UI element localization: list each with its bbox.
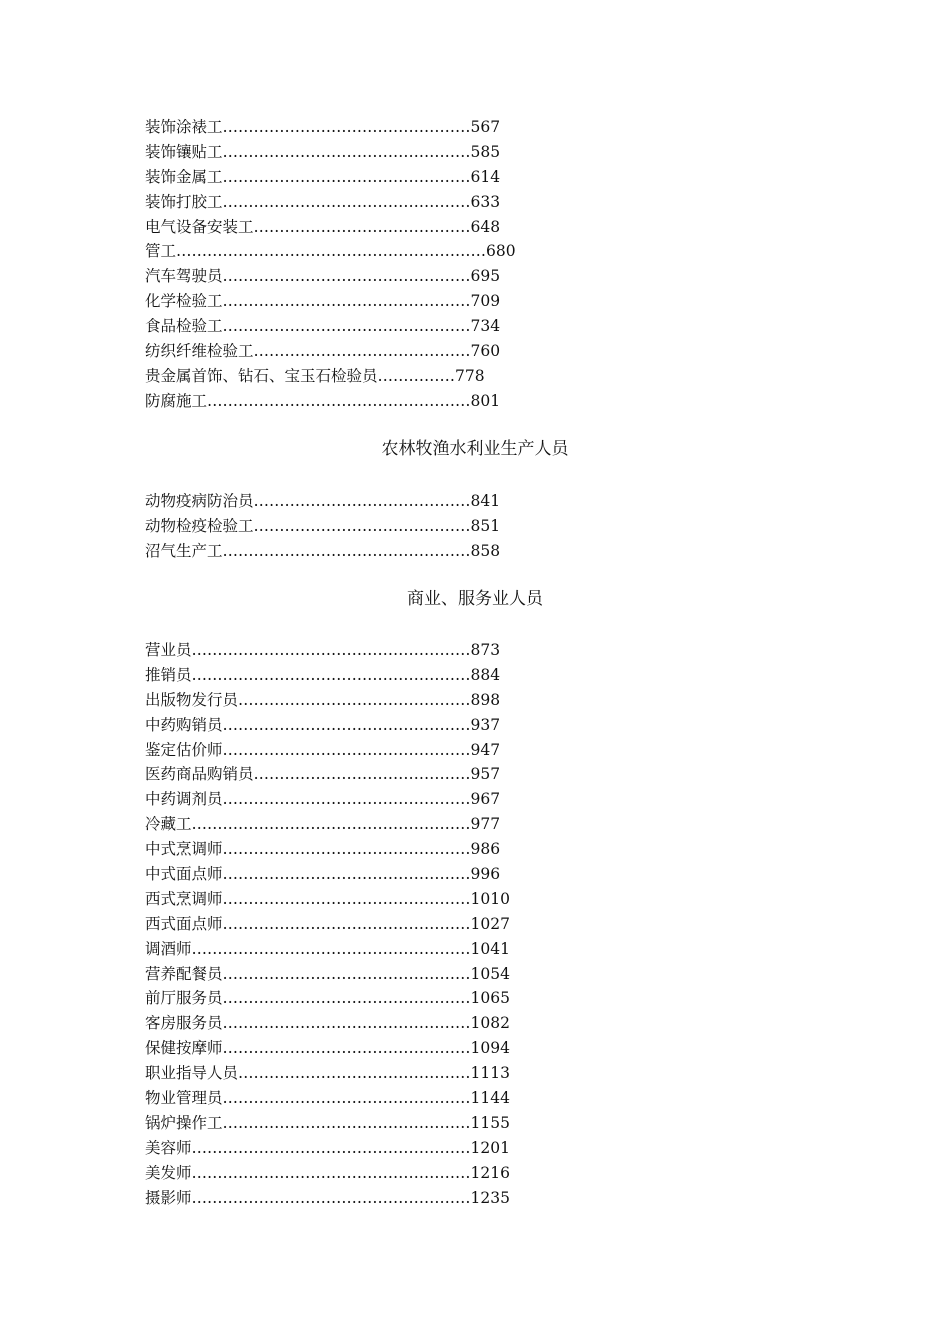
toc-entry[interactable]	[145, 1036, 510, 1061]
toc-entry[interactable]	[145, 314, 516, 339]
page-number: 851	[470, 516, 501, 535]
entry-title: 营养配餐员	[145, 964, 223, 983]
leader-dots: …………………………………………	[222, 118, 471, 136]
entry-title: 装饰涂裱工	[145, 118, 223, 136]
leader-dots: …………………………………………	[222, 292, 471, 311]
leader-dots: …………………………………………	[222, 889, 471, 908]
toc-entry[interactable]	[145, 140, 516, 165]
entry-title: 调酒师	[145, 939, 192, 958]
toc-entry[interactable]	[145, 912, 510, 937]
leader-dots: …………………………………………	[222, 1089, 471, 1108]
toc-entry[interactable]	[145, 1136, 510, 1161]
leader-dots: …………………………………………	[222, 740, 471, 759]
page-number: 996	[470, 865, 501, 884]
page-number: 1065	[470, 989, 510, 1008]
page-number: 841	[470, 492, 501, 510]
entry-title: 装饰镶贴工	[145, 142, 223, 161]
entry-title: 装饰打胶工	[145, 192, 223, 211]
leader-dots: …………………………………………	[222, 1113, 471, 1132]
page-number: 1144	[470, 1089, 510, 1108]
toc-entry[interactable]	[145, 986, 510, 1011]
section-heading-agriculture: 农林牧渔水利业生产人员	[381, 439, 569, 459]
leader-dots: …………………………………………	[222, 192, 471, 211]
page-number: 1201	[470, 1138, 510, 1157]
page-number: 695	[470, 267, 501, 286]
toc-entry[interactable]	[145, 937, 510, 962]
page-number: 898	[470, 690, 501, 709]
toc-entry[interactable]	[145, 339, 516, 364]
leader-dots: ………………………………………………	[191, 1138, 471, 1157]
page-number: 986	[470, 840, 501, 859]
entry-title: 电气设备安装工	[145, 217, 254, 236]
toc-entry[interactable]	[145, 638, 510, 663]
leader-dots: ……………………………………	[253, 492, 471, 510]
entry-title: 中式面点师	[145, 865, 223, 884]
page-number: 709	[470, 292, 501, 311]
toc-entry[interactable]	[145, 837, 510, 862]
page-number: 585	[470, 142, 501, 161]
leader-dots: …………………………………………	[222, 715, 471, 734]
page-number: 1082	[470, 1014, 510, 1033]
toc-entry[interactable]	[145, 190, 516, 215]
entry-title: 医药商品购销员	[145, 765, 254, 784]
entry-title: 客房服务员	[145, 1014, 223, 1033]
page-number: 648	[470, 217, 501, 236]
leader-dots: …………………………………………	[222, 167, 471, 186]
page-number: 760	[470, 342, 501, 361]
page-number: 1010	[470, 889, 510, 908]
leader-dots: …………………………………………	[222, 914, 471, 933]
entry-title: 中式烹调师	[145, 840, 223, 859]
leader-dots: …………………………………………	[222, 1039, 471, 1058]
entry-title: 化学检验工	[145, 292, 223, 311]
leader-dots: ……………	[377, 366, 456, 385]
entry-title: 动物检疫检验工	[145, 516, 254, 535]
entry-title: 动物疫病防治员	[145, 492, 254, 510]
toc-entry[interactable]	[145, 115, 516, 140]
leader-dots: …………………………………………	[222, 267, 471, 286]
entry-title: 汽车驾驶员	[145, 267, 223, 286]
page-number: 957	[470, 765, 501, 784]
toc-section-2	[145, 489, 500, 564]
toc-entry[interactable]	[145, 165, 516, 190]
page-number: 801	[470, 391, 501, 410]
page-number: 937	[470, 715, 501, 734]
toc-entry[interactable]	[145, 514, 500, 539]
toc-entry[interactable]	[145, 962, 510, 987]
toc-entry[interactable]	[145, 389, 516, 414]
page-number: 1155	[470, 1113, 510, 1132]
entry-title: 美发师	[145, 1163, 192, 1182]
entry-title: 物业管理员	[145, 1089, 223, 1108]
toc-entry[interactable]	[145, 762, 510, 787]
leader-dots: ……………………………………………………	[176, 242, 487, 261]
toc-entry[interactable]	[145, 738, 510, 763]
entry-title: 沼气生产工	[145, 541, 223, 560]
leader-dots: ……………………………………	[253, 217, 471, 236]
leader-dots: …………………………………………	[222, 865, 471, 884]
toc-entry[interactable]	[145, 688, 510, 713]
toc-entry[interactable]	[145, 713, 510, 738]
leader-dots: ……………………………………………	[207, 391, 471, 410]
toc-entry[interactable]	[145, 1111, 510, 1136]
toc-entry[interactable]	[145, 215, 516, 240]
toc-entry[interactable]	[145, 887, 510, 912]
entry-title: 摄影师	[145, 1188, 192, 1207]
page-number: 947	[470, 740, 501, 759]
page-number: 1235	[470, 1188, 510, 1207]
entry-title: 西式烹调师	[145, 889, 223, 908]
entry-title: 中药调剂员	[145, 790, 223, 809]
leader-dots: ………………………………………………	[191, 1163, 471, 1182]
leader-dots: ………………………………………	[238, 1064, 471, 1083]
toc-entry[interactable]	[145, 812, 510, 837]
entry-title: 中药购销员	[145, 715, 223, 734]
entry-title: 西式面点师	[145, 914, 223, 933]
entry-title: 保健按摩师	[145, 1039, 223, 1058]
toc-entry[interactable]	[145, 1161, 510, 1186]
entry-title: 纺织纤维检验工	[145, 342, 254, 361]
leader-dots: ……………………………………	[253, 516, 471, 535]
leader-dots: ………………………………………………	[191, 665, 471, 684]
toc-entry[interactable]	[145, 663, 510, 688]
entry-title: 贵金属首饰、钻石、宝玉石检验员	[145, 366, 378, 385]
page-number: 778	[455, 366, 485, 385]
entry-title: 装饰金属工	[145, 167, 223, 186]
entry-title: 食品检验工	[145, 317, 223, 336]
toc-entry[interactable]	[145, 364, 516, 389]
page-number: 614	[470, 167, 501, 186]
leader-dots: ………………………………………………	[191, 815, 471, 834]
leader-dots: ……………………………………	[253, 765, 471, 784]
leader-dots: ………………………………………………	[191, 939, 471, 958]
page-number: 1113	[470, 1064, 510, 1083]
page-number: 734	[470, 317, 501, 336]
leader-dots: …………………………………………	[222, 790, 471, 809]
entry-title: 营业员	[145, 641, 192, 659]
page-number: 873	[470, 641, 501, 659]
entry-title: 职业指导人员	[145, 1064, 239, 1083]
toc-entry[interactable]	[145, 289, 516, 314]
leader-dots: …………………………………………	[222, 964, 471, 983]
entry-title: 鉴定估价师	[145, 740, 223, 759]
page-number: 633	[470, 192, 501, 211]
toc-entry[interactable]	[145, 1186, 510, 1211]
toc-entry[interactable]	[145, 264, 516, 289]
toc-section-3	[145, 638, 510, 1210]
leader-dots: ………………………………………………	[191, 1188, 471, 1207]
toc-entry[interactable]	[145, 539, 500, 564]
entry-title: 防腐施工	[145, 391, 208, 410]
leader-dots: …………………………………………	[222, 142, 471, 161]
page-number: 680	[486, 242, 516, 261]
toc-entry[interactable]	[145, 787, 510, 812]
entry-title: 冷藏工	[145, 815, 192, 834]
entry-title: 前厅服务员	[145, 989, 223, 1008]
page-number: 1216	[470, 1163, 510, 1182]
page-number: 977	[470, 815, 501, 834]
toc-entry[interactable]	[145, 489, 500, 514]
toc-entry[interactable]	[145, 1011, 510, 1036]
leader-dots: …………………………………………	[222, 840, 471, 859]
leader-dots: ………………………………………………	[191, 641, 471, 659]
page-number: 967	[470, 790, 501, 809]
section-heading-commerce: 商业、服务业人员	[407, 589, 543, 609]
leader-dots: …………………………………………	[222, 317, 471, 336]
leader-dots: ………………………………………	[238, 690, 471, 709]
entry-title: 管工	[145, 242, 177, 261]
page-number: 1041	[470, 939, 510, 958]
toc-entry[interactable]	[145, 1061, 510, 1086]
toc-entry[interactable]	[145, 1086, 510, 1111]
entry-title: 推销员	[145, 665, 192, 684]
leader-dots: ……………………………………	[253, 342, 471, 361]
toc-section-1	[145, 115, 516, 414]
page-number: 567	[470, 118, 501, 136]
entry-title: 出版物发行员	[145, 690, 239, 709]
leader-dots: …………………………………………	[222, 1014, 471, 1033]
entry-title: 美容师	[145, 1138, 192, 1157]
page-number: 1094	[470, 1039, 510, 1058]
page-number: 1054	[470, 964, 510, 983]
toc-entry[interactable]	[145, 862, 510, 887]
page-number: 858	[470, 541, 501, 560]
page-number: 1027	[470, 914, 510, 933]
page-number: 884	[470, 665, 501, 684]
entry-title: 锅炉操作工	[145, 1113, 223, 1132]
leader-dots: …………………………………………	[222, 989, 471, 1008]
toc-entry[interactable]	[145, 239, 516, 264]
leader-dots: …………………………………………	[222, 541, 471, 560]
